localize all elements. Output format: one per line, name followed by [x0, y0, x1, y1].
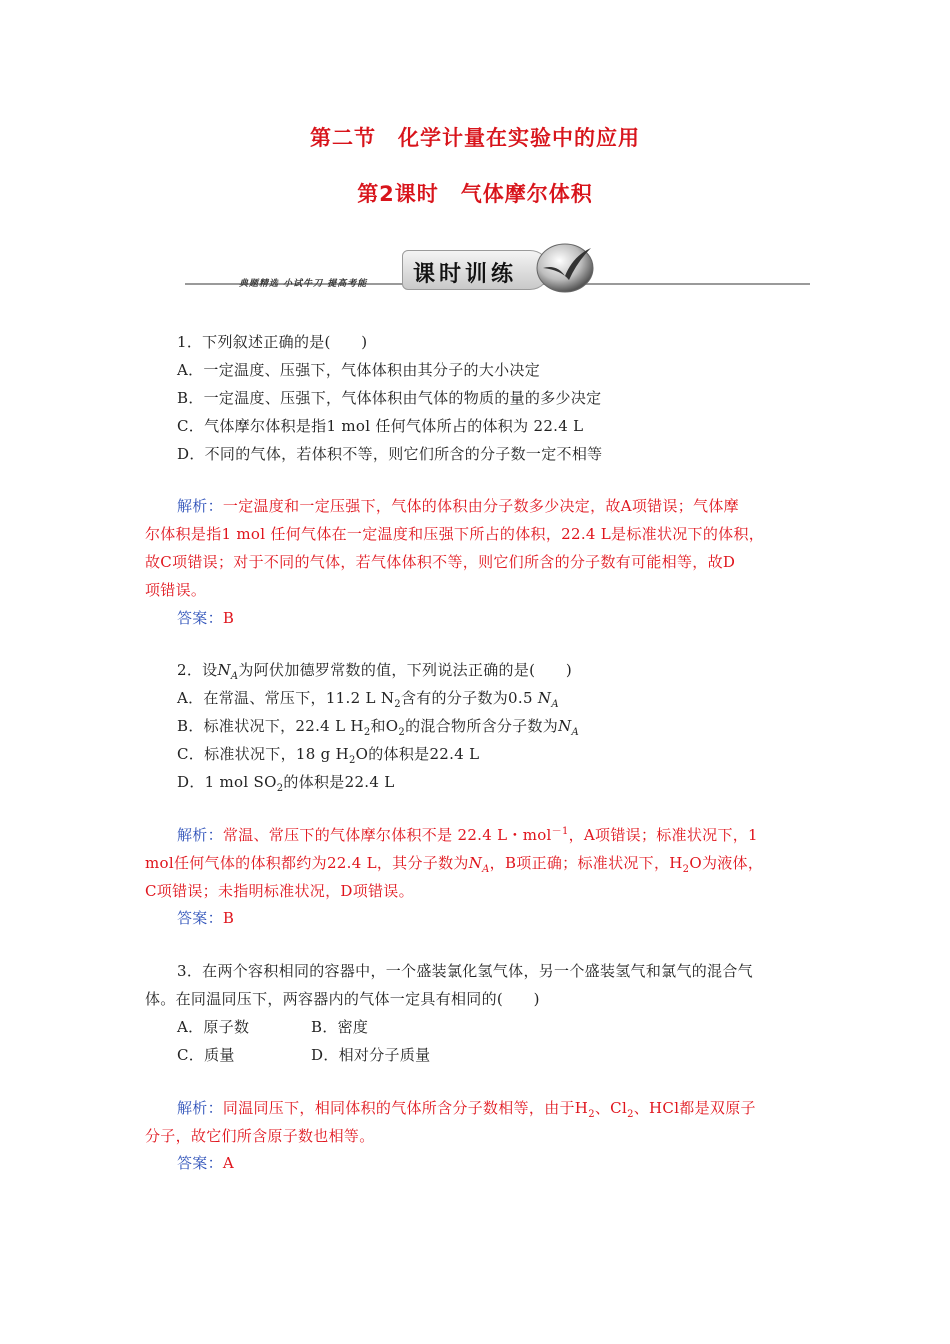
q3-option-b: B．密度: [311, 1018, 369, 1036]
q1-option-d: D．不同的气体，若体积不等，则它们所含的分子数一定不相等: [177, 445, 603, 463]
q2-option-a: A．在常温、常压下，11.2 L $N_2$含有的分子数为0.5 $N_A$: [177, 689, 559, 710]
section-title: 第二节 化学计量在实验中的应用: [310, 126, 640, 150]
q2-analysis-line: C项错误；未指明标准状况，D项错误。: [145, 882, 414, 900]
q1-analysis-line: 尔体积是指1 mol 任何气体在一定温度和压强下所占的体积，22.4 L是标准状况下的体积，: [145, 525, 765, 543]
q1-analysis-line: 项错误。: [145, 581, 207, 599]
q3-stem: 3．在两个容积相同的容器中，一个盛装氯化氢气体，另一个盛装氢气和氯气的混合气: [177, 962, 753, 980]
q3-analysis-line: 分子，故它们所含原子数也相等。: [145, 1127, 375, 1145]
q1-stem: 1．下列叙述正确的是( ): [177, 333, 368, 351]
answer-label: 答案：: [177, 909, 223, 927]
q3-analysis-line: 解析：同温同压下，相同体积的气体所含分子数相等，由于$H_2$、$Cl_2$、HCl都是双原子: [145, 1098, 825, 1118]
q2-answer: [145, 908, 825, 928]
q3-options-row: [145, 1017, 825, 1037]
q3-stem: 体。在同温同压下，两容器内的气体一定具有相同的( ): [145, 990, 540, 1008]
answer-label: 答案：: [177, 609, 223, 627]
q2-option-d: D．1 mol $SO_2$的体积是22.4 L: [177, 773, 395, 794]
q1-option-c: C．气体摩尔体积是指1 mol 任何气体所占的体积为 22.4 L: [177, 417, 584, 435]
analysis-label: 解析：: [177, 1099, 223, 1117]
q1-option-b: B．一定温度、压强下，气体体积由气体的物质的量的多少决定: [177, 389, 602, 407]
q1-analysis-line: 解析：一定温度和一定压强下，气体的体积由分子数多少决定，故A项错误；气体摩: [145, 496, 825, 516]
banner-label: 课时训练: [413, 262, 518, 287]
lesson-title: 第2课时 气体摩尔体积: [357, 182, 593, 206]
analysis-label: 解析：: [177, 826, 223, 844]
banner-tab: [402, 250, 550, 290]
q1-option-a: A．一定温度、压强下，气体体积由其分子的大小决定: [177, 361, 541, 379]
answer-value: A: [222, 1154, 235, 1172]
q2-analysis-line: mol任何气体的体积都约为22.4 L，其分子数为$N_A$，B项正确；标准状况下，$H_2O$为液体，: [145, 854, 764, 875]
q2-analysis-line: 解析：常温、常压下的气体摩尔体积不是 22.4 L・mol$^{-1}$，A项错误；标准状况下，1: [145, 825, 825, 845]
q2-option-c: C．标准状况下，18 g $H_2O$的体积是22.4 L: [177, 745, 480, 766]
answer-label: 答案：: [177, 1154, 223, 1172]
answer-value: B: [222, 909, 235, 927]
q1-answer: [145, 608, 825, 628]
q1-analysis-line: 故C项错误；对于不同的气体，若气体体积不等，则它们所含的分子数有可能相等，故D: [145, 553, 736, 571]
q3-option-c: C．质量: [177, 1046, 235, 1064]
analysis-label: 解析：: [177, 497, 223, 515]
q2-option-b: B．标准状况下，22.4 L $H_2$和$O_2$的混合物所含分子数为$N_A$: [177, 717, 580, 738]
q3-answer: [145, 1153, 825, 1173]
q3-option-a: A．原子数: [177, 1018, 250, 1036]
q3-options-row: [145, 1045, 825, 1065]
practice-banner: [185, 236, 810, 296]
q3-option-d: D．相对分子质量: [311, 1046, 431, 1064]
answer-value: B: [222, 609, 235, 627]
bird-logo-icon: [533, 238, 597, 294]
q2-stem: 2．设$N_A$为阿伏加德罗常数的值，下列说法正确的是( ): [177, 661, 573, 682]
banner-slogan: 典题精选 小试牛刀 提高考能: [239, 279, 368, 289]
